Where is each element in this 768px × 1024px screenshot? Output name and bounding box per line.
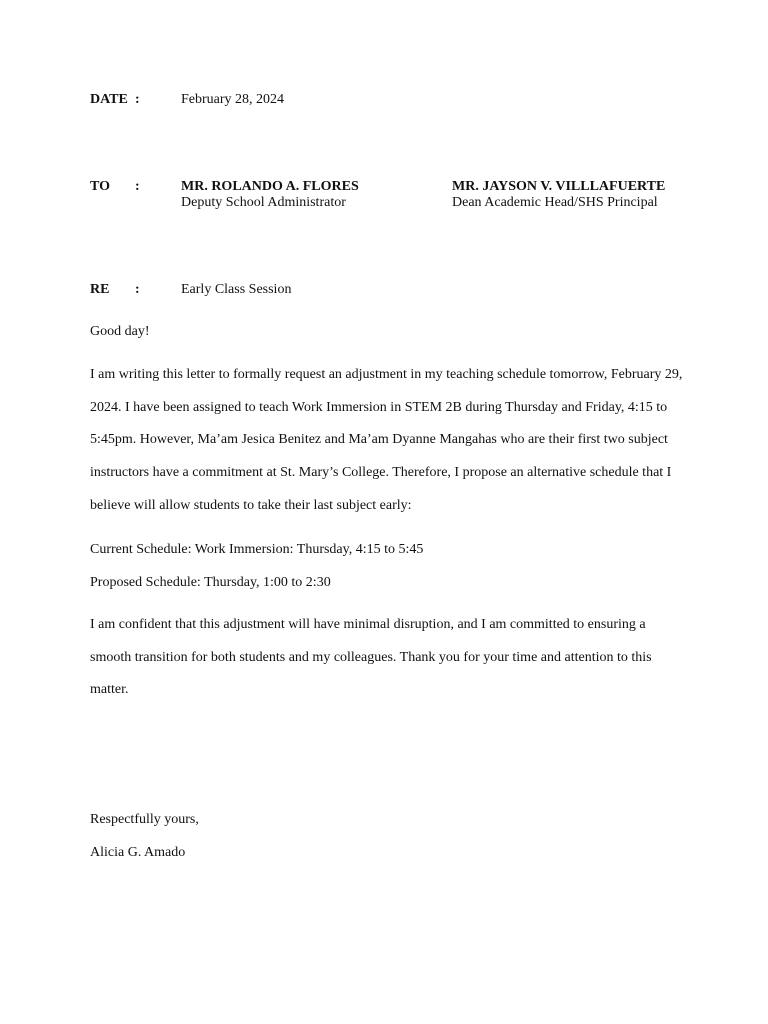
recipient-title: Deputy School Administrator — [181, 195, 346, 210]
subject-value: Early Class Session — [181, 282, 292, 297]
date-colon: : — [135, 92, 140, 107]
signatory-name: Alicia G. Amado — [90, 845, 186, 860]
paragraph-line: I am writing this letter to formally request an adjustment in my teaching schedule tomorrow, February 29, — [90, 367, 683, 382]
current-schedule: Current Schedule: Work Immersion: Thursday, 4:15 to 5:45 — [90, 542, 424, 557]
paragraph-line: matter. — [90, 682, 129, 698]
paragraph-line: 2024. I have been assigned to teach Work Immersion in STEM 2B during Thursday and Friday, 4:15 to — [90, 399, 668, 415]
to-colon: : — [135, 179, 140, 194]
paragraph-line: believe will allow students to take their last subject early: — [90, 497, 412, 513]
re-label: RE — [90, 282, 110, 297]
date-value: February 28, 2024 — [181, 92, 285, 107]
valediction: Respectfully yours, — [90, 812, 199, 827]
proposed-schedule: Proposed Schedule: Thursday, 1:00 to 2:30 — [90, 575, 331, 590]
body-paragraph-1 — [90, 359, 683, 523]
paragraph-line: I am confident that this adjustment will have minimal disruption, and I am committed to ensuring a — [90, 617, 646, 632]
paragraph-line: 5:45pm. However, Ma’am Jesica Benitez and Ma’am Dyanne Mangahas who are their first two subject — [90, 432, 668, 448]
body-paragraph-2 — [90, 609, 680, 707]
date-label: DATE — [90, 92, 128, 107]
paragraph-line: smooth transition for both students and my colleagues. Thank you for your time and attention to this — [90, 649, 652, 665]
re-colon: : — [135, 282, 140, 297]
recipient-title: Dean Academic Head/SHS Principal — [452, 195, 658, 210]
paragraph-line: instructors have a commitment at St. Mary’s College. Therefore, I propose an alternative schedule that I — [90, 465, 672, 481]
recipient-name: MR. JAYSON V. VILLLAFUERTE — [452, 179, 666, 194]
to-label: TO — [90, 179, 110, 194]
recipient-name: MR. ROLANDO A. FLORES — [181, 179, 359, 194]
greeting: Good day! — [90, 324, 150, 339]
